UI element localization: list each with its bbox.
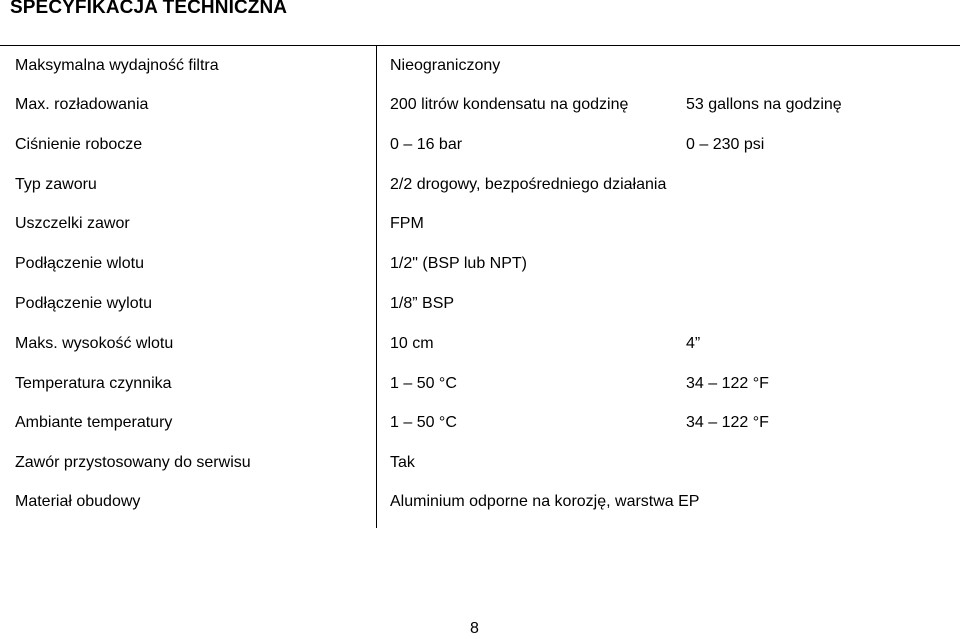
spec-value: 1 – 50 °C (390, 375, 457, 392)
spec-value: 1/2" (BSP lub NPT) (390, 255, 527, 272)
table-row (0, 482, 960, 521)
spec-label: Maksymalna wydajność filtra (15, 57, 219, 74)
spec-value: FPM (390, 215, 424, 232)
table-row (0, 125, 960, 164)
spec-alt-value: 53 gallons na godzinę (686, 96, 842, 113)
spec-alt-value: 4” (686, 335, 701, 352)
spec-alt-value: 34 – 122 °F (686, 414, 769, 431)
spec-value: 10 cm (390, 335, 434, 352)
spec-label: Podłączenie wylotu (15, 295, 152, 312)
table-row (0, 165, 960, 204)
spec-label: Ambiante temperatury (15, 414, 173, 431)
spec-label: Materiał obudowy (15, 493, 141, 510)
table-row (0, 324, 960, 363)
spec-value: 1/8” BSP (390, 295, 455, 312)
table-row (0, 443, 960, 482)
spec-label: Typ zaworu (15, 176, 97, 193)
spec-value: 2/2 drogowy, bezpośredniego działania (390, 176, 667, 193)
spec-alt-value: 0 – 230 psi (686, 136, 765, 153)
table-row (0, 364, 960, 403)
spec-label: Maks. wysokość wlotu (15, 335, 174, 352)
table-row (0, 403, 960, 442)
spec-label: Zawór przystosowany do serwisu (15, 454, 251, 471)
spec-label: Ciśnienie robocze (15, 136, 143, 153)
table-row (0, 204, 960, 243)
page-title: SPECYFIKACJA TECHNICZNA (10, 0, 288, 18)
spec-label: Uszczelki zawor (15, 215, 130, 232)
spec-label: Temperatura czynnika (15, 375, 172, 392)
table-row (0, 244, 960, 283)
table-row (0, 46, 960, 85)
spec-alt-value: 34 – 122 °F (686, 375, 769, 392)
spec-table (0, 45, 960, 528)
spec-value: Aluminium odporne na korozję, warstwa EP (390, 493, 700, 510)
spec-label: Max. rozładowania (15, 96, 149, 113)
spec-value: 1 – 50 °C (390, 414, 457, 431)
spec-value: 200 litrów kondensatu na godzinę (390, 96, 629, 113)
table-row (0, 284, 960, 323)
spec-label: Podłączenie wlotu (15, 255, 144, 272)
spec-value: Nieograniczony (390, 57, 501, 74)
spec-value: 0 – 16 bar (390, 136, 463, 153)
page-number: 8 (470, 620, 479, 637)
spec-value: Tak (390, 454, 415, 471)
table-row (0, 85, 960, 124)
